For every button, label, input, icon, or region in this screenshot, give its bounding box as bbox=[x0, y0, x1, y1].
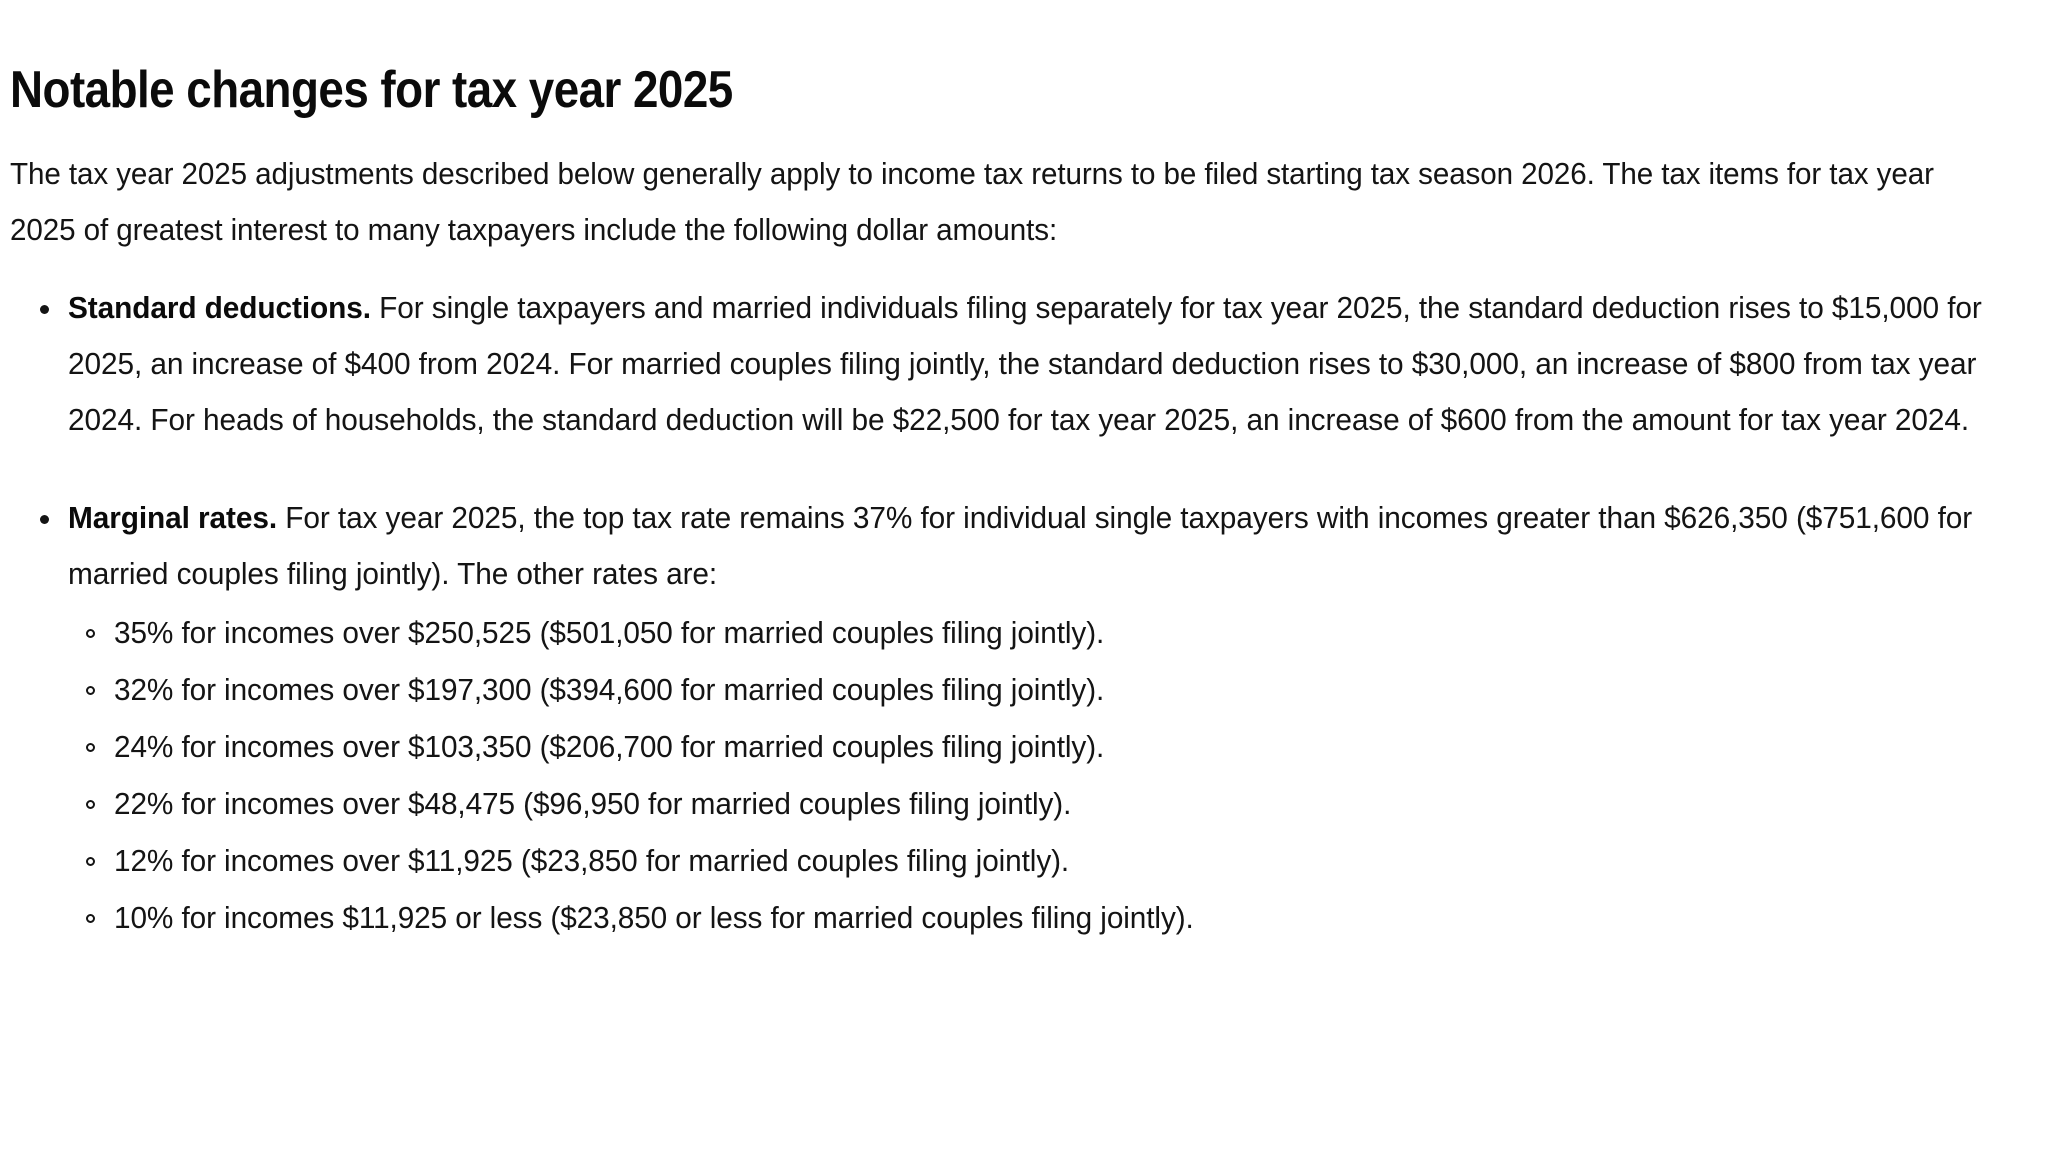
notable-changes-list bbox=[10, 280, 2040, 946]
sub-list-item bbox=[68, 604, 2040, 661]
sub-list-item-text: 35% for incomes over $250,525 ($501,050 for married couples filing jointly). bbox=[114, 615, 1105, 651]
bullet-lead-label: Standard deductions. bbox=[68, 290, 371, 326]
sub-list-item-text: 10% for incomes $11,925 or less ($23,850 or less for married couples filing jointly). bbox=[114, 900, 1194, 936]
sub-list-item-text: 22% for incomes over $48,475 ($96,950 for married couples filing jointly). bbox=[114, 786, 1072, 822]
sub-list-item bbox=[68, 832, 2040, 889]
article-content bbox=[10, 62, 2040, 946]
list-item bbox=[10, 490, 2040, 946]
bullet-body-text: For tax year 2025, the top tax rate remains 37% for individual single taxpayers with incomes greater than $626,350 ($751,600 for married couples filing jointly). The other rates are: bbox=[68, 500, 1973, 592]
page-title: Notable changes for tax year 2025 bbox=[10, 61, 733, 119]
sub-list-item-text: 12% for incomes over $11,925 ($23,850 for married couples filing jointly). bbox=[114, 843, 1070, 879]
intro-paragraph: The tax year 2025 adjustments described below generally apply to income tax returns to be filed starting tax season 2026. The tax items for tax year 2025 of greatest interest to many taxpayers include the following dollar amounts: bbox=[10, 156, 1934, 248]
sub-list-item bbox=[68, 775, 2040, 832]
sub-list-item bbox=[68, 889, 2040, 946]
bullet-body bbox=[68, 490, 1990, 602]
sub-list-item bbox=[68, 718, 2040, 775]
bullet-body bbox=[68, 280, 1990, 448]
list-item bbox=[10, 280, 2040, 448]
sub-list-item-text: 24% for incomes over $103,350 ($206,700 for married couples filing jointly). bbox=[114, 729, 1105, 765]
sub-list-item bbox=[68, 661, 2040, 718]
bullet-lead-label: Marginal rates. bbox=[68, 500, 278, 536]
marginal-rates-sublist bbox=[68, 604, 2040, 946]
sub-list-item-text: 32% for incomes over $197,300 ($394,600 for married couples filing jointly). bbox=[114, 672, 1105, 708]
bullet-body-text: For single taxpayers and married individuals filing separately for tax year 2025, the standard deduction rises to $15,000 for 2025, an increase of $400 from 2024. For married couples filing jointly, the standard deduction rises to $30,000, an increase of $800 from tax year 2024. For heads of households, the standard deduction will be $22,500 for tax year 2025, an increase of $600 from the amount for tax year 2024. bbox=[68, 290, 1982, 438]
